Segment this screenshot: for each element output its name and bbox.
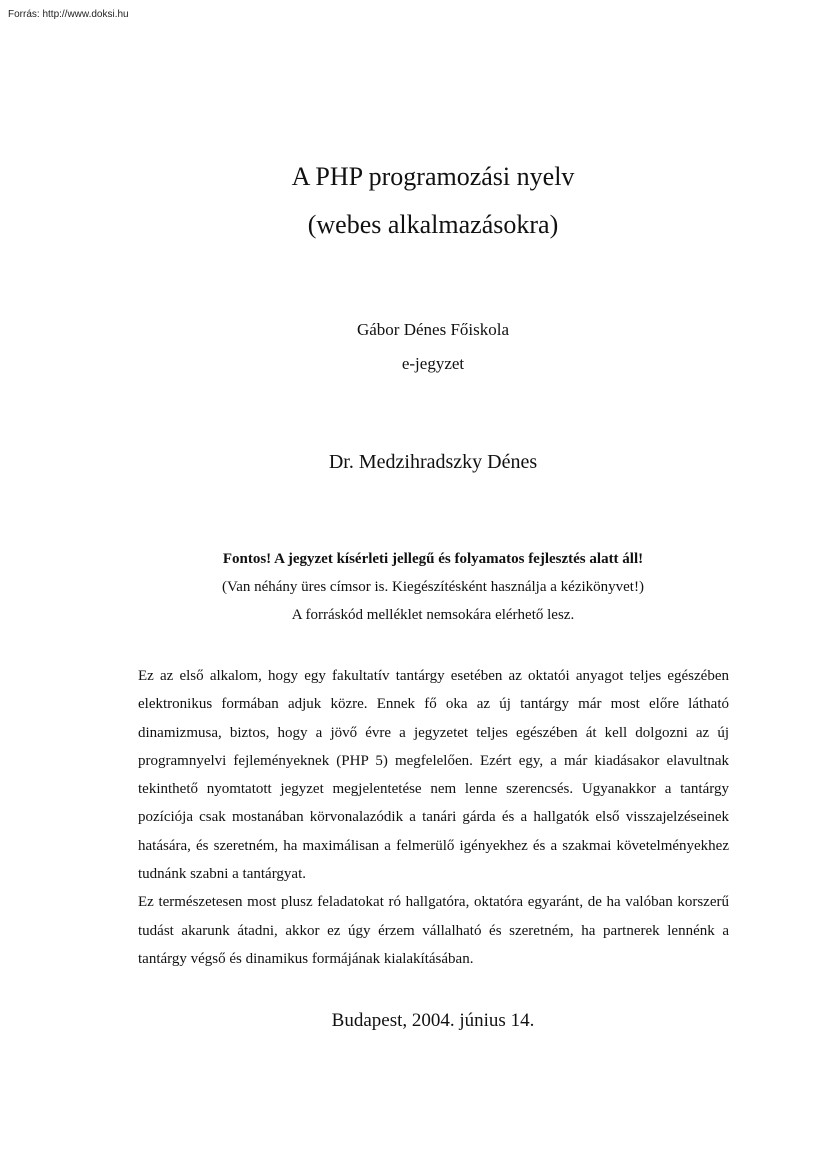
institution: Gábor Dénes Főiskola — [356, 320, 510, 339]
foreword — [138, 662, 729, 973]
author: Dr. Medzihradszky Dénes — [328, 451, 538, 473]
place-and-date: Budapest, 2004. június 14. — [331, 1010, 535, 1031]
foreword-paragraph-2: Ez természetesen most plusz feladatokat ró hallgatóra, oktatóra egyaránt, de ha valóban korszerű tudást akarunk átadni, akkor ez úgy érzem vállalható és szeretném, ha partnerek lennénk a tantárgy végső és dinamikus formájának kialakításában. — [138, 894, 729, 967]
notice-source-code: A forráskód melléklet nemsokára elérhető lesz. — [291, 607, 575, 623]
document-type: e-jegyzet — [401, 354, 465, 373]
document-title: A PHP programozási nyelv — [291, 162, 575, 191]
notice-important: Fontos! A jegyzet kísérleti jellegű és folyamatos fejlesztés alatt áll! — [222, 551, 644, 567]
source-label: Forrás: http://www.doksi.hu — [8, 9, 129, 20]
document-subtitle: (webes alkalmazásokra) — [307, 210, 559, 239]
foreword-paragraph-1: Ez az első alkalom, hogy egy fakultatív tantárgy esetében az oktatói anyagot teljes egészében elektronikus formában adjuk közre. Ennek fő oka az új tantárgy már most előre látható dinamizmusa, biztos, hogy a jövő évre a jegyzetet teljes egészében át kell dolgozni az új programnyelvi fejleményeknek (PHP 5) megfelelően. Ezért egy, a már kiadásakor elavultnak tekinthető nyomtatott jegyzet megjelentetése nem lenne szerencsés. Ugyanakkor a tantárgy pozíciója csak mostanában körvonalazódik a tanári gárda és a hallgatók első visszajelzéseinek hatására, és szeretném, ha maximálisan a felmerülő igényekhez és a szakmai követelményekhez tudnánk szabni a tantárgyat. — [138, 668, 729, 883]
notice-empty-headings: (Van néhány üres címsor is. Kiegészítésként használja a kézikönyvet!) — [222, 579, 644, 595]
